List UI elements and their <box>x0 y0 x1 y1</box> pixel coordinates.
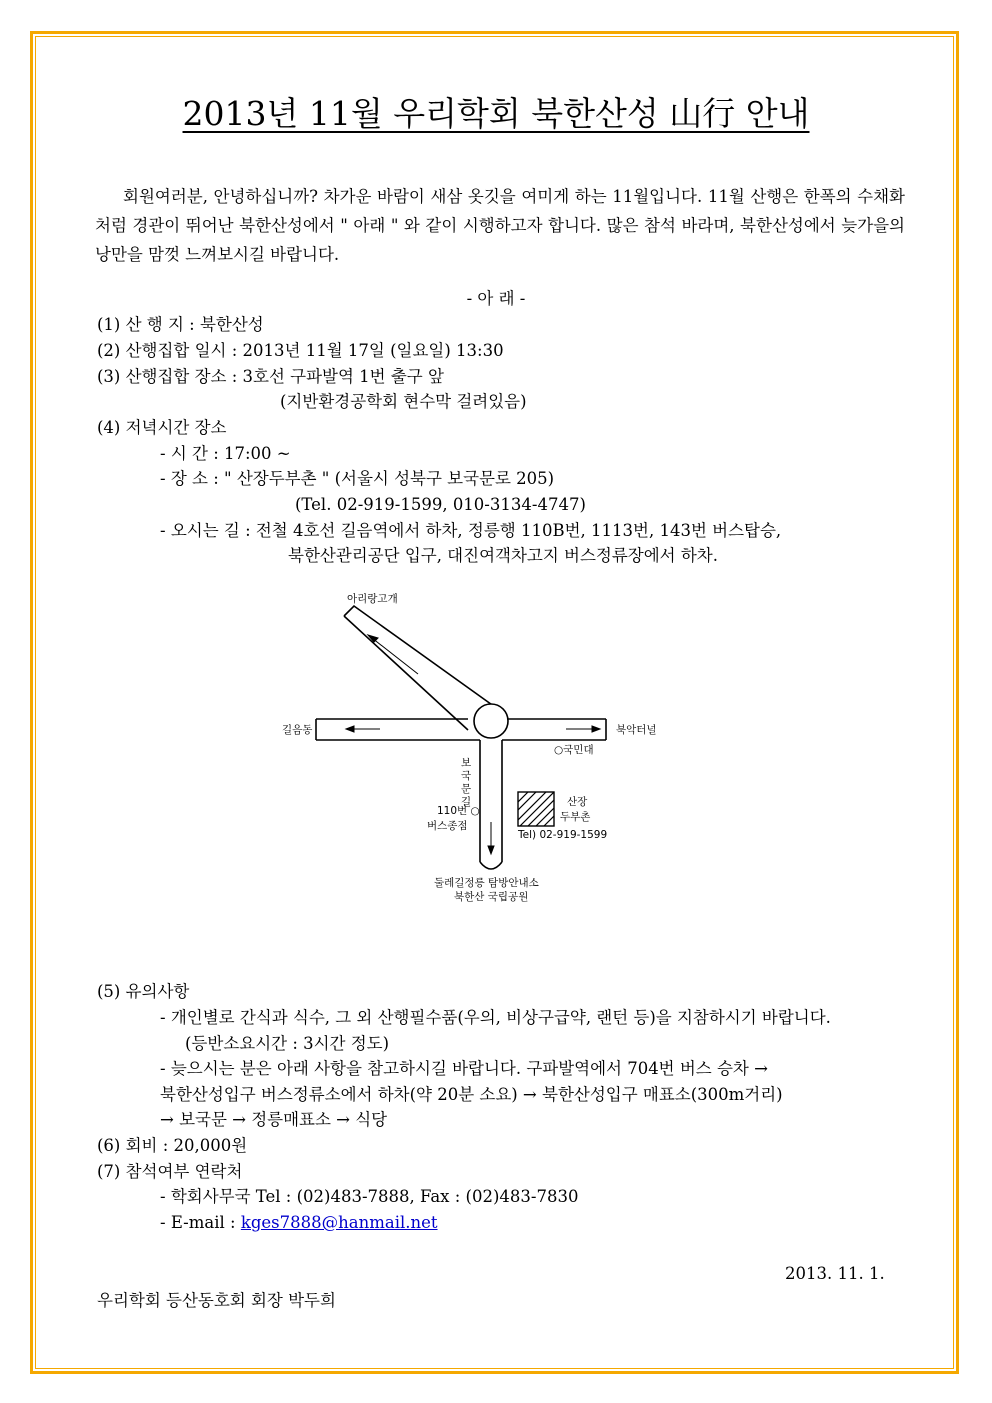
item-7-office: - 학회사무국 Tel : (02)483-7888, Fax : (02)483-7830 <box>160 1187 579 1206</box>
item-7-email-prefix: - E-mail : <box>160 1213 241 1232</box>
item-1: (1) 산 행 지 : 북한산성 <box>97 315 264 334</box>
map-road-label-3: 문 <box>461 783 472 795</box>
map-label-kookmin: ○국민대 <box>554 744 594 756</box>
item-7: (7) 참석여부 연락처 <box>97 1162 243 1181</box>
map-label-left: 길음동 <box>282 724 313 736</box>
map-restaurant-2: 두부촌 <box>560 811 591 823</box>
map-label-bottom-1: 둘레길정릉 탐방안내소 <box>434 877 539 889</box>
item-5: (5) 유의사항 <box>97 982 190 1001</box>
item-5-b1: - 늦으시는 분은 아래 사항을 참고하시길 바랍니다. 구파발역에서 704번 버스 승차 → <box>160 1059 768 1078</box>
item-5-a1: - 개인별로 간식과 식수, 그 외 산행필수품(우의, 비상구급약, 랜턴 등)을 지참하시기 바랍니다. <box>160 1008 831 1027</box>
map-road-label-4: 길 <box>461 796 472 808</box>
item-3: (3) 산행집합 장소 : 3호선 구파발역 1번 출구 앞 <box>97 367 444 386</box>
map-label-bottom-2: 북한산 국립공원 <box>454 891 529 903</box>
item-4-tel: (Tel. 02-919-1599, 010-3134-4747) <box>295 495 586 514</box>
directions-map <box>270 580 690 920</box>
document-date: 2013. 11. 1. <box>785 1264 885 1283</box>
item-5-b2: 북한산성입구 버스정류소에서 하차(약 20분 소요) → 북한산성입구 매표소(300m거리) <box>160 1085 783 1104</box>
signature: 우리학회 등산동호회 회장 박두희 <box>97 1291 336 1310</box>
map-road-label-1: 보 <box>461 757 472 769</box>
map-restaurant-1: 산장 <box>567 796 588 808</box>
item-2: (2) 산행집합 일시 : 2013년 11월 17일 (일요일) 13:30 <box>97 341 504 360</box>
email-link[interactable]: kges7888@hanmail.net <box>240 1213 438 1232</box>
item-4-route-1: - 오시는 길 : 전철 4호선 길음역에서 하차, 정릉행 110B번, 1113번, 143번 버스탑승, <box>160 521 782 540</box>
map-bus-stop-2: 버스종점 <box>427 820 468 832</box>
item-5-b3: → 보국문 → 정릉매표소 → 식당 <box>160 1110 388 1129</box>
item-6: (6) 회비 : 20,000원 <box>97 1136 248 1155</box>
item-4: (4) 저녁시간 장소 <box>97 418 227 437</box>
item-7-email-row <box>160 1211 438 1235</box>
item-3-sub: (지반환경공학회 현수막 걸려있음) <box>280 392 527 411</box>
map-road-label-2: 국 <box>461 770 472 782</box>
notice-heading: - 아 래 - <box>466 289 526 308</box>
item-5-a2: (등반소요시간 : 3시간 정도) <box>185 1034 390 1053</box>
restaurant-marker <box>518 792 554 826</box>
item-4-time: - 시 간 : 17:00 ~ <box>160 444 291 463</box>
map-label-top: 아리랑고개 <box>347 593 398 605</box>
intro-paragraph: 회원여러분, 안녕하십니까? 차가운 바람이 새삼 옷깃을 여미게 하는 11월입니다. 11월 산행은 한폭의 수채화처럼 경관이 뛰어난 북한산성에서 " 아래 " 와 같이 시행하고자 합니다. 많은 참석 바라며, 북한산성에서 늦가을의 낭만을 맘껏 느껴보시길 바랍니다. <box>95 187 905 264</box>
item-4-place: - 장 소 : " 산장두부촌 " (서울시 성북구 보국문로 205) <box>160 469 555 488</box>
document-title: 2013년 11월 우리학회 북한산성 山行 안내 <box>182 94 810 133</box>
map-restaurant-tel: Tel) 02-919-1599 <box>518 829 608 841</box>
item-4-route-2: 북한산관리공단 입구, 대진여객차고지 버스정류장에서 하차. <box>288 546 718 565</box>
map-label-right: 북악터널 <box>616 724 657 736</box>
map-bus-stop-1: 110번 ○ <box>437 805 480 817</box>
